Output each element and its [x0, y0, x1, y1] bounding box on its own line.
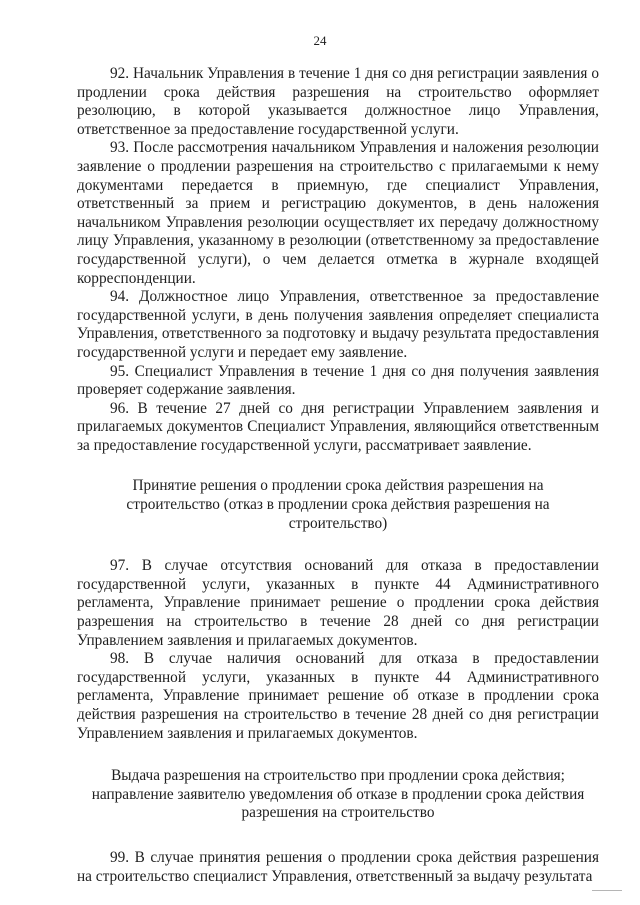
document-body	[77, 65, 599, 886]
scan-edge-mark	[592, 890, 622, 891]
paragraph-96: 96. В течение 27 дней со дня регистрации Управлением заявления и прилагаемых документов Специалист Управления, являющийся ответственным за предоставление государственной услуги, рассматривает заявление.	[77, 399, 599, 454]
paragraph-93: 93. После рассмотрения начальником Управления и наложения резолюции заявление о продлении разрешения на строительство с прилагаемыми к нему документами передается в приемную, где специалист Управления, ответственный за прием и регистрацию документов, в день наложения начальником Управления резолюции осуществляет их передачу должностному лицу Управления, указанному в резолюции (ответственному за предоставление государственной услуги), о чем делается отметка в журнале входящей корреспонденции.	[77, 139, 599, 287]
paragraph-92: 92. Начальник Управления в течение 1 дня со дня регистрации заявления о продлении срока действия разрешения на строительство оформляет резолюцию, в которой указывается должностное лицо Управления, ответственное за предоставление государственной услуги.	[77, 65, 599, 138]
paragraph-94: 94. Должностное лицо Управления, ответственное за предоставление государственной услуги, в день получения заявления определяет специалиста Управления, ответственного за подготовку и выдачу результата предоставления государственной услуги и передает ему заявление.	[77, 288, 599, 361]
section-heading-decision: Принятие решения о продлении срока действия разрешения на строительство (отказ в продлении срока действия разрешения на строительство)	[126, 477, 550, 532]
paragraph-99: 99. В случае принятия решения о продлении срока действия разрешения на строительство специалист Управления, ответственный за выдачу результата	[77, 848, 599, 885]
paragraph-97: 97. В случае отсутствия оснований для отказа в предоставлении государственной услуги, указанных в пункте 44 Административного регламента, Управление принимает решение о продлении срока действия разрешения на строительство в течение 28 дней со дня регистрации Управлением заявления и прилагаемых документов.	[77, 557, 599, 649]
page-number: 24	[313, 33, 327, 48]
section-heading-issuance: Выдача разрешения на строительство при продлении срока действия; направление заявителю уведомления об отказе в продлении срока действия разрешения на строительство	[91, 767, 585, 822]
paragraph-95: 95. Специалист Управления в течение 1 дня со дня получения заявления проверяет содержание заявления.	[77, 362, 599, 399]
paragraph-98: 98. В случае наличия оснований для отказа в предоставлении государственной услуги, указанных в пункте 44 Административного регламента, Управление принимает решение об отказе в продлении срока действия разрешения на строительство в течение 28 дней со дня регистрации Управлением заявления и прилагаемых документов.	[77, 650, 599, 742]
